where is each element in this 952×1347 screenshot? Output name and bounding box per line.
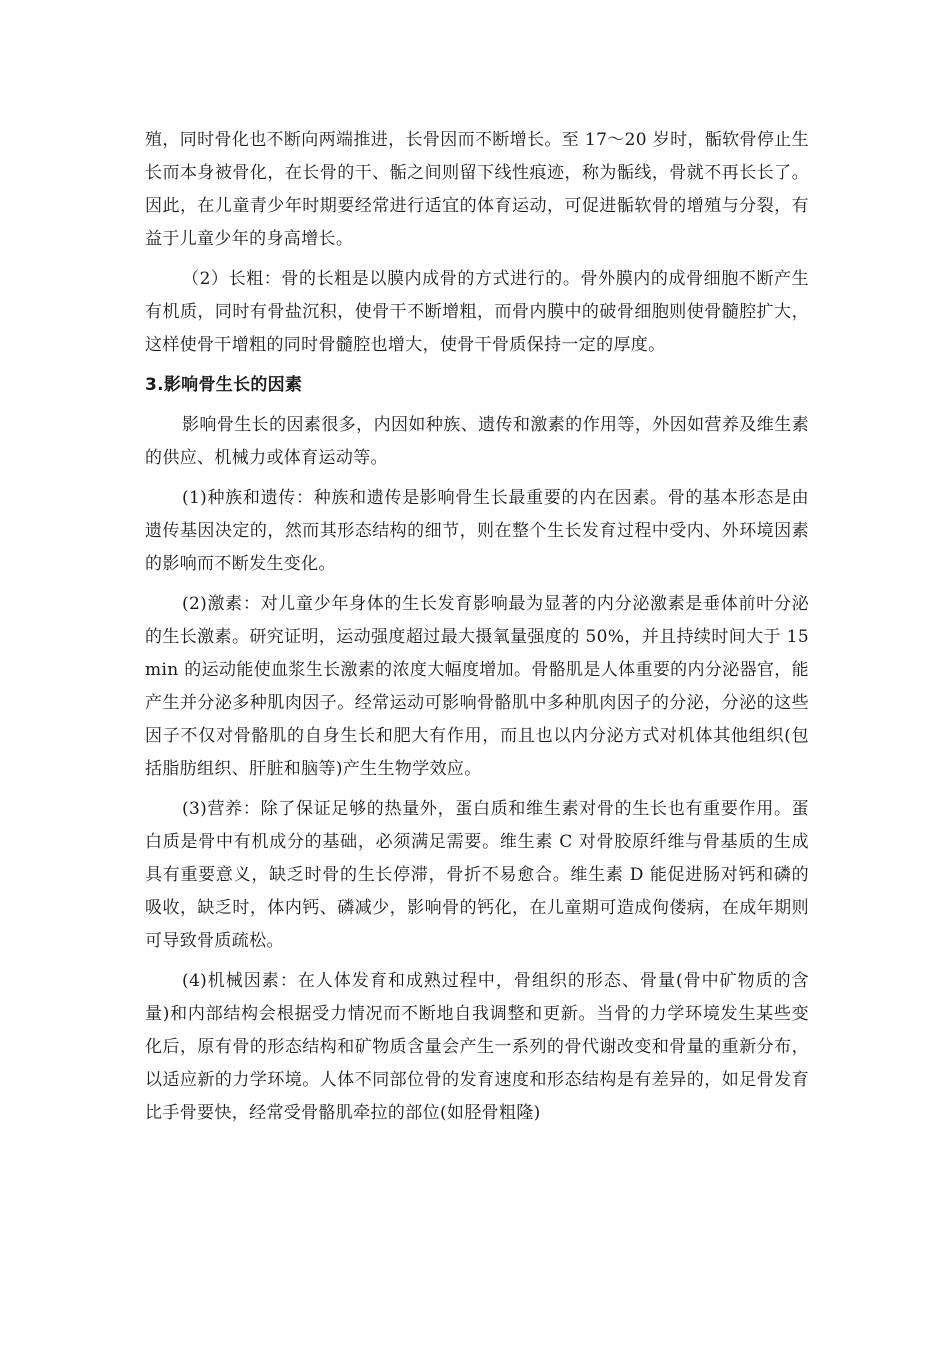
paragraph-factors-intro: 影响骨生长的因素很多，内因如种族、遗传和激素的作用等，外因如营养及维生素的供应、机械力或体育运动等。 bbox=[145, 415, 809, 468]
paragraph-mechanical-factors: (4)机械因素：在人体发育和成熟过程中，骨组织的形态、骨量(骨中矿物质的含量)和内部结构会根据受力情况而不断地自我调整和更新。当骨的力学环境发生某些变化后，原有骨的形态结构和矿物质含量会产生一系列的骨代谢改变和骨量的重新分布，以适应新的力学环境。人体不同部位骨的发育速度和形态结构是有差异的，如足骨发育比手骨要快，经常受骨骼肌牵拉的部位(如胫骨粗隆) bbox=[145, 971, 809, 1123]
paragraph-bone-thickening: （2）长粗：骨的长粗是以膜内成骨的方式进行的。骨外膜内的成骨细胞不断产生有机质，同时有骨盐沉积，使骨干不断增粗，而骨内膜中的破骨细胞则使骨髓腔扩大，这样使骨干增粗的同时骨髓腔也增大，使骨干骨质保持一定的厚度。 bbox=[145, 269, 809, 355]
paragraph-nutrition: (3)营养：除了保证足够的热量外，蛋白质和维生素对骨的生长也有重要作用。蛋白质是骨中有机成分的基础，必须满足需要。维生素 C 对骨胶原纤维与骨基质的生成具有重要意义，缺乏时骨的生长停滞，骨折不易愈合。维生素 D 能促进肠对钙和磷的吸收，缺乏时，体内钙、磷减少，影响骨的钙化，在儿童期可造成佝偻病，在成年期则可导致骨质疏松。 bbox=[145, 799, 809, 951]
paragraph-hormones: (2)激素：对儿童少年身体的生长发育影响最为显著的内分泌激素是垂体前叶分泌的生长激素。研究证明，运动强度超过最大摄氧量强度的 50%，并且持续时间大于 15 min 的运动能使血浆生长激素的浓度大幅度增加。骨骼肌是人体重要的内分泌器官，能产生并分泌多种肌肉因子。经常运动可影响骨骼肌中多种肌肉因子的分泌，分泌的这些因子不仅对骨骼肌的自身生长和肥大有作用，而且也以内分泌方式对机体其他组织(包括脂肪组织、肝脏和脑等)产生生物学效应。 bbox=[145, 594, 809, 779]
document-page bbox=[145, 124, 809, 1137]
section-heading: 3.影响骨生长的因素 bbox=[145, 375, 303, 395]
paragraph-bone-lengthening-continued: 殖，同时骨化也不断向两端推进，长骨因而不断增长。至 17～20 岁时，骺软骨停止生长而本身被骨化，在长骨的干、骺之间则留下线性痕迹，称为骺线，骨就不再长长了。因此，在儿童青少年时期要经常进行适宜的体育运动，可促进骺软骨的增殖与分裂，有益于儿童少年的身高增长。 bbox=[145, 130, 809, 249]
paragraph-race-heredity: (1)种族和遗传：种族和遗传是影响骨生长最重要的内在因素。骨的基本形态是由遗传基因决定的，然而其形态结构的细节，则在整个生长发育过程中受内、外环境因素的影响而不断发生变化。 bbox=[145, 488, 809, 574]
